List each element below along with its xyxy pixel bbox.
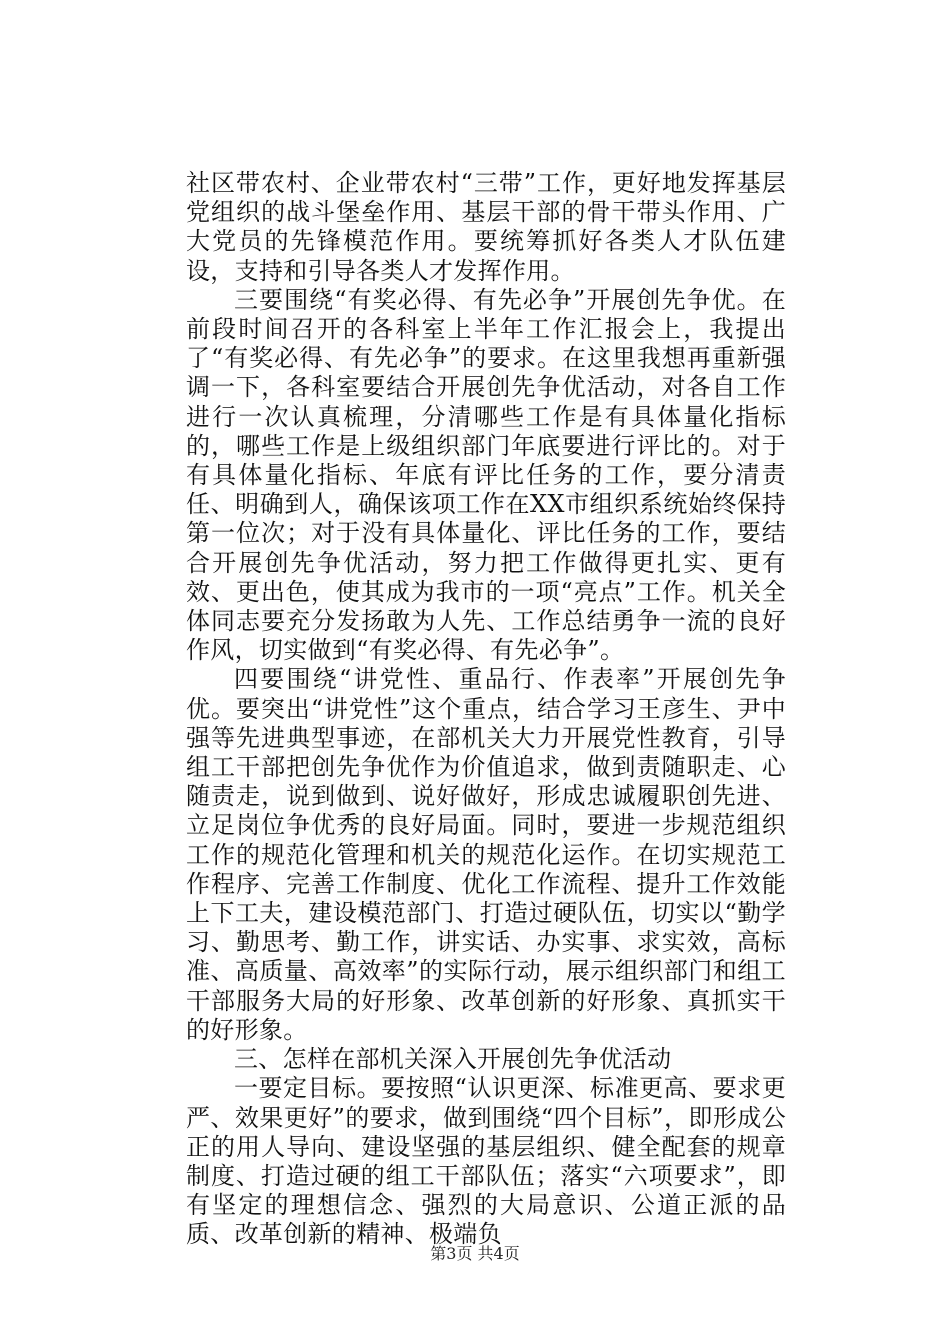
section-heading-three: 三、怎样在部机关深入开展创先争优活动 [234, 1045, 672, 1074]
paragraph-point-four: 四要围绕“讲党性、重品行、作表率”开展创先争优。要突出“讲党性”这个重点，结合学习王彦生、尹中强等先进典型事迹，在部机关大力开展党性教育，引导组工干部把创先争优作为价值追求，做到责随职走、心随责走，说到做到、说好做好，形成忠诚履职创先进、立足岗位争优秀的良好局面。同时，要进一步规范组织工作的规范化管理和机关的规范化运作。在切实规范工作程序、完善工作制度、优化工作流程、提升工作效能上下工夫，建设模范部门、打造过硬队伍，切实以“勤学习、勤思考、勤工作，讲实话、办实事、求实效，高标准、高质量、高效率”的实际行动，展示组织部门和组工干部服务大局的好形象、改革创新的好形象、真抓实干的好形象。 [186, 665, 786, 1044]
paragraph-point-three: 三要围绕“有奖必得、有先必争”开展创先争优。在前段时间召开的各科室上半年工作汇报会上，我提出了“有奖必得、有先必争”的要求。在这里我想再重新强调一下，各科室要结合开展创先争优活动，对各自工作进行一次认真梳理，分清哪些工作是有具体量化指标的，哪些工作是上级组织部门年底要进行评比的。对于有具体量化指标、年底有评比任务的工作，要分清责任、明确到人，确保该项工作在XX市组织系统始终保持第一位次；对于没有具体量化、评比任务的工作，要结合开展创先争优活动，努力把工作做得更扎实、更有效、更出色，使其成为我市的一项“亮点”工作。机关全体同志要充分发扬敢为人先、工作总结勇争一流的良好作风，切实做到“有奖必得、有先必争”。 [186, 285, 786, 665]
paragraph-set-goals: 一要定目标。要按照“认识更深、标准更高、要求更严、效果更好”的要求，做到围绕“四个目标”，即形成公正的用人导向、建设坚强的基层组织、健全配套的规章制度、打造过硬的组工干部队伍；落实“六项要求”，即有坚定的理想信念、强烈的大局意识、公道正派的品质、改革创新的精神、极端负 [186, 1074, 786, 1249]
body-text [186, 169, 786, 1250]
page-footer: 第3页 共4页 [430, 1244, 520, 1263]
paragraph-continued: 社区带农村、企业带农村“三带”工作，更好地发挥基层党组织的战斗堡垒作用、基层干部的骨干带头作用、广大党员的先锋模范作用。要统筹抓好各类人才队伍建设，支持和引导各类人才发挥作用。 [186, 169, 786, 285]
